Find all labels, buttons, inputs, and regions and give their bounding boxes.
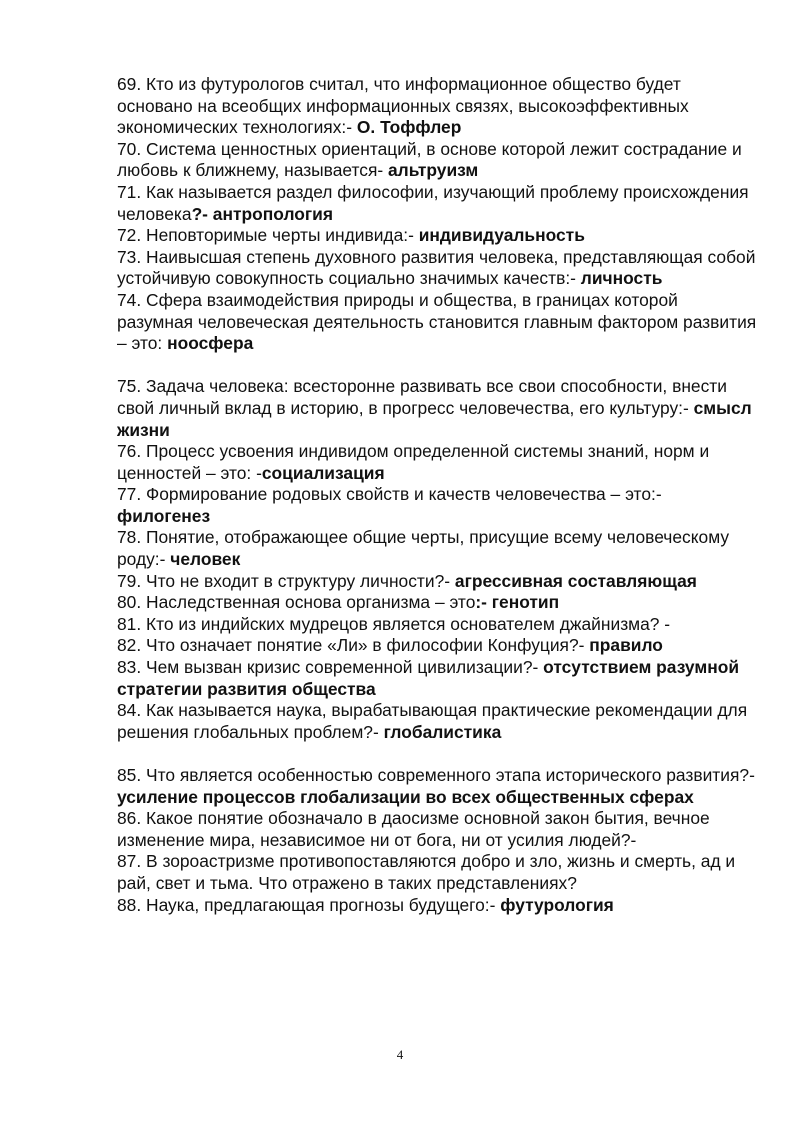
answer-76: социализация (261, 462, 385, 483)
answer-82: правило (589, 635, 663, 656)
answer-72: индивидуальность (418, 225, 585, 246)
question-70: 70. Система ценностных ориентаций, в основе которой лежит сострадание и любовь к ближнему, называется- альтруизм (117, 138, 742, 181)
answer-77: филогенез (117, 505, 211, 526)
answer-75: смысл жизни (117, 397, 752, 440)
question-75: 75. Задача человека: всесторонне развивать все свои способности, внести свой личный вклад в историю, в прогресс человечества, его культуру:- смысл жизни (117, 376, 752, 440)
question-74: 74. Сфера взаимодействия природы и общества, в границах которой разумная человеческая деятельность становится главным фактором развития – это: ноосфера (117, 289, 757, 354)
questions-list (117, 74, 757, 916)
answer-84: глобалистика (383, 721, 502, 742)
answer-69: О. Тоффлер (356, 117, 462, 138)
question-85: 85. Что является особенностью современного этапа исторического развития?- усиление процессов глобализации во всех общественных сферах (117, 765, 755, 807)
answer-71: ?- антропология (191, 203, 333, 224)
question-84: 84. Как называется наука, вырабатывающая практические рекомендации для решения глобальных проблем?- глобалистика (117, 700, 748, 742)
answer-85: усиление процессов глобализации во всех общественных сферах (117, 786, 694, 807)
question-81: 81. Кто из индийских мудрецов является основателем джайнизма? - (117, 613, 671, 634)
question-80: 80. Наследственная основа организма – это:- генотип (117, 592, 560, 613)
paragraph-gap (117, 355, 757, 377)
question-83: 83. Чем вызван кризис современной цивилизации?- отсутствием разумной стратегии развития общества (117, 657, 740, 699)
answer-74: ноосфера (167, 333, 254, 354)
question-86: 86. Какое понятие обозначало в даосизме основной закон бытия, вечное изменение мира, независимое ни от бога, ни от усилия людей?- (117, 808, 710, 850)
answer-79: агрессивная составляющая (454, 570, 697, 591)
answer-80: :- генотип (475, 592, 560, 613)
question-69: 69. Кто из футурологов считал, что информационное общество будет основано на всеобщих информационных связях, высокоэффективных экономических технологиях:- О. Тоффлер (117, 74, 689, 138)
question-71: 71. Как называется раздел философии, изучающий проблему происхождения человека?- антропология (117, 181, 749, 224)
answer-78: человек (170, 549, 241, 570)
answer-88: футурология (500, 894, 614, 915)
paragraph-gap (117, 743, 757, 765)
question-82: 82. Что означает понятие «Ли» в философии Конфуция?- правило (117, 635, 663, 656)
question-72: 72. Неповторимые черты индивида:- индивидуальность (117, 225, 585, 246)
question-78: 78. Понятие, отображающее общие черты, присущие всему человеческому роду:- человек (117, 527, 730, 570)
page-number: 4 (396, 1047, 404, 1062)
question-77: 77. Формирование родовых свойств и качеств человечества – это:- филогенез (117, 484, 662, 526)
answer-73: личность (580, 268, 663, 289)
question-76: 76. Процесс усвоения индивидом определенной системы знаний, норм и ценностей – это: -социализация (117, 441, 710, 483)
question-73: 73. Наивысшая степень духовного развития человека, представляющая собой устойчивую совокупность социально значимых качеств:- личность (117, 246, 756, 289)
answer-83: отсутствием разумной стратегии развития общества (117, 657, 740, 699)
answer-70: альтруизм (387, 160, 479, 181)
question-79: 79. Что не входит в структуру личности?- агрессивная составляющая (117, 570, 697, 591)
question-87: 87. В зороастризме противопоставляются добро и зло, жизнь и смерть, ад и рай, свет и тьма. Что отражено в таких представлениях? (117, 851, 736, 893)
question-88: 88. Наука, предлагающая прогнозы будущего:- футурология (117, 894, 614, 915)
